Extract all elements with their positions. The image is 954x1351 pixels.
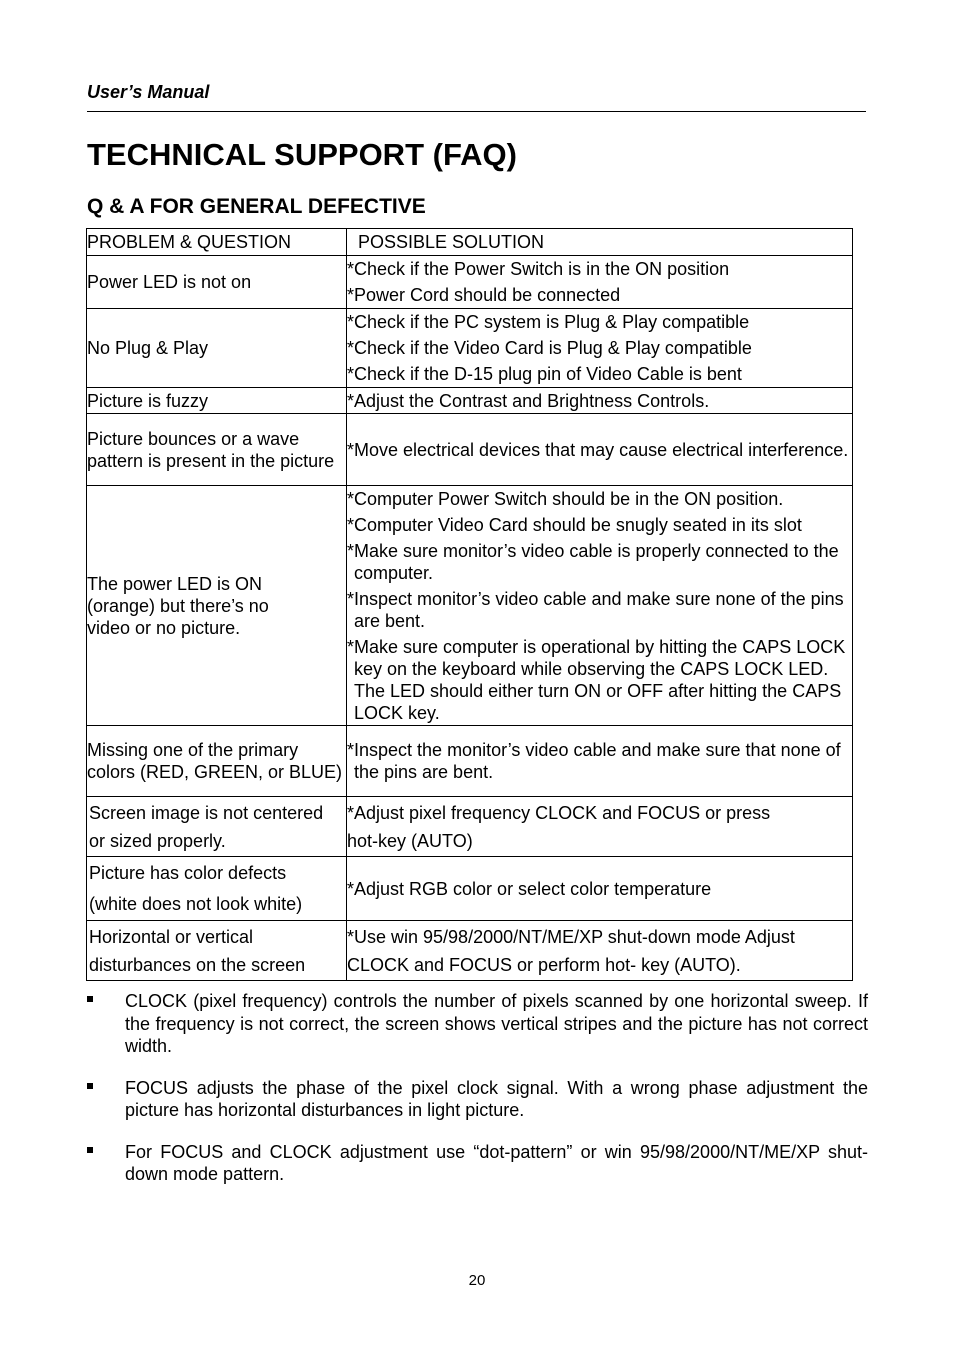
problem-cell xyxy=(87,726,347,797)
solution-text: *Adjust RGB color or select color temperature xyxy=(347,878,712,899)
problem-text: Picture bounces or a wave pattern is present in the picture xyxy=(87,428,335,471)
table-row xyxy=(87,797,853,857)
table-row xyxy=(87,726,853,797)
column-header-problem: PROBLEM & QUESTION xyxy=(87,229,347,256)
solution-cell xyxy=(347,414,853,486)
problem-cell xyxy=(87,414,347,486)
problem-text: disturbances on the screen xyxy=(89,954,306,975)
problem-text: The power LED is ON (orange) but there’s no video or no picture. xyxy=(87,573,269,638)
list-item xyxy=(87,990,868,1058)
solution-text: *Make sure monitor’s video cable is properly connected to the computer. xyxy=(347,540,839,583)
problem-cell xyxy=(87,857,347,921)
problem-text: Picture has color defects xyxy=(89,862,287,883)
solution-text: *Adjust the Contrast and Brightness Controls. xyxy=(347,390,710,411)
notes-list xyxy=(87,990,868,1205)
solution-text: hot-key (AUTO) xyxy=(347,830,473,851)
page-title: TECHNICAL SUPPORT (FAQ) xyxy=(87,137,517,172)
problem-text: Power LED is not on xyxy=(87,272,252,292)
column-header-solution: POSSIBLE SOLUTION xyxy=(347,229,853,256)
solution-cell xyxy=(347,921,853,981)
problem-text: Picture is fuzzy xyxy=(87,390,209,411)
list-item xyxy=(87,1141,868,1186)
table-row xyxy=(87,388,853,414)
table-row xyxy=(87,486,853,726)
table-row xyxy=(87,414,853,486)
list-item xyxy=(87,1077,868,1122)
solution-text: *Move electrical devices that may cause electrical interference. xyxy=(347,439,849,460)
running-header: User’s Manual xyxy=(87,82,210,102)
table-row xyxy=(87,256,853,309)
solution-text: *Make sure computer is operational by hitting the CAPS LOCK key on the keyboard while observing the CAPS LOCK LED. The LED should either turn ON or OFF after hitting the CAPS LOCK key. xyxy=(347,636,846,723)
solution-cell xyxy=(347,857,853,921)
problem-text: Screen image is not centered xyxy=(89,802,324,823)
problem-cell xyxy=(87,921,347,981)
note-text: FOCUS adjusts the phase of the pixel clock signal. With a wrong phase adjustment the picture has horizontal disturbances in light picture. xyxy=(125,1077,868,1120)
problem-cell xyxy=(87,256,347,309)
solution-text: *Use win 95/98/2000/NT/ME/XP shut-down mode Adjust xyxy=(347,926,795,947)
solution-text: *Check if the Video Card is Plug & Play compatible xyxy=(347,338,752,358)
table-row xyxy=(87,921,853,981)
table-row xyxy=(87,309,853,388)
solution-text: CLOCK and FOCUS or perform hot- key (AUTO). xyxy=(347,954,741,975)
square-bullet-icon xyxy=(87,1147,93,1153)
problem-cell xyxy=(87,309,347,388)
solution-cell xyxy=(347,388,853,414)
table-header-row xyxy=(87,229,853,256)
problem-cell xyxy=(87,486,347,726)
problem-text: Horizontal or vertical xyxy=(89,926,254,947)
header-rule xyxy=(87,111,866,112)
note-text: For FOCUS and CLOCK adjustment use “dot-pattern” or win 95/98/2000/NT/ME/XP shut-down mode pattern. xyxy=(125,1141,868,1184)
section-title: Q & A FOR GENERAL DEFECTIVE xyxy=(87,195,426,218)
solution-text: *Power Cord should be connected xyxy=(347,285,621,305)
faq-table xyxy=(86,228,853,981)
solution-cell xyxy=(347,486,853,726)
solution-text: *Inspect monitor’s video cable and make sure none of the pins are bent. xyxy=(347,588,844,631)
solution-text: *Check if the Power Switch is in the ON position xyxy=(347,259,730,279)
solution-cell xyxy=(347,256,853,309)
solution-cell xyxy=(347,309,853,388)
square-bullet-icon xyxy=(87,1083,93,1089)
problem-cell xyxy=(87,388,347,414)
problem-cell xyxy=(87,797,347,857)
page-number: 20 xyxy=(468,1272,486,1289)
solution-text: *Computer Power Switch should be in the ON position. xyxy=(347,488,784,509)
problem-text: Missing one of the primary colors (RED, GREEN, or BLUE) xyxy=(87,740,343,782)
solution-cell xyxy=(347,797,853,857)
solution-text: *Check if the PC system is Plug & Play compatible xyxy=(347,312,750,332)
problem-text: (white does not look white) xyxy=(89,893,303,914)
note-text: CLOCK (pixel frequency) controls the number of pixels scanned by one horizontal sweep. If the frequency is not correct, the screen shows vertical stripes and the picture has not correct width. xyxy=(125,991,868,1056)
square-bullet-icon xyxy=(87,996,93,1002)
table-row xyxy=(87,857,853,921)
solution-text: *Adjust pixel frequency CLOCK and FOCUS or press xyxy=(347,802,771,823)
solution-text: *Computer Video Card should be snugly seated in its slot xyxy=(347,514,802,535)
solution-cell xyxy=(347,726,853,797)
problem-text: No Plug & Play xyxy=(87,338,209,358)
problem-text: or sized properly. xyxy=(89,830,226,851)
solution-text: *Check if the D-15 plug pin of Video Cable is bent xyxy=(347,364,742,384)
solution-text: *Inspect the monitor’s video cable and make sure that none of the pins are bent. xyxy=(347,740,841,782)
